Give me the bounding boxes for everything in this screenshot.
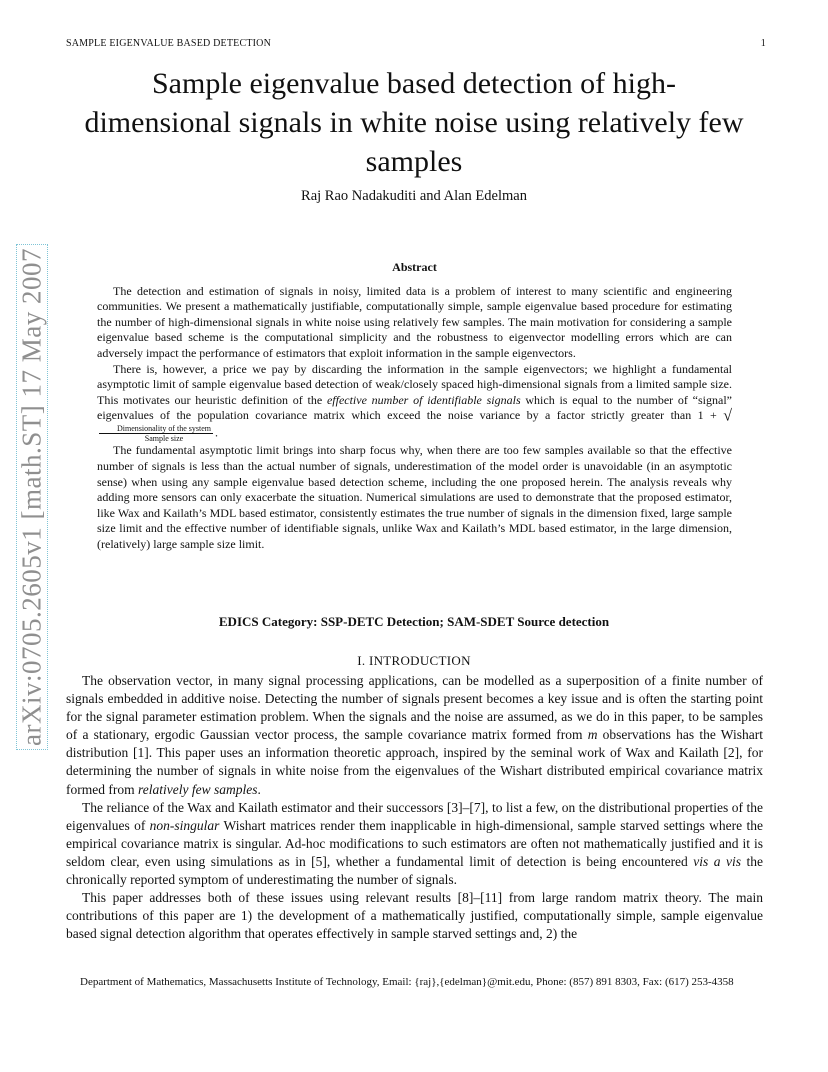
page-number: 1 (760, 38, 766, 49)
affiliation-footnote: Department of Mathematics, Massachusetts Institute of Technology, Email: {raj},{edelman}@mit.edu, Phone: (857) 891 8303, Fax: (617) 253-4358 (80, 976, 734, 988)
abstract (97, 260, 732, 553)
abstract-paragraph-3: The fundamental asymptotic limit brings into sharp focus why, when there are too few samples available so that the effective number of signals is less than the actual number of signals, underestimation of the model order is unavoidable (in an asymptotic sense) when using any sample eigenvalue based detection scheme, including the one proposed herein. The analysis reveals why adding more sensors can only exacerbate the situation. Numerical simulations are used to demonstrate that the proposed estimator, like Wax and Kailath’s MDL based estimator, consistently estimates the true number of signals in the dimension fixed, large sample size limit and the effective number of identifiable signals, unlike Wax and Kailath’s MDL based estimator, in the large dimension, (relatively) large sample size limit. (97, 443, 732, 551)
intro-p2-emphasis-2: vis a vis (693, 853, 742, 869)
running-head (66, 38, 766, 49)
intro-p1-end: . (257, 781, 261, 797)
intro-paragraph-2 (66, 799, 763, 889)
introduction-body (66, 672, 763, 943)
intro-p1-text-a: The observation vector, in many signal processing applications, can be modelled as a superposition of a finite number of signals embedded in additive noise. Detecting the number of signals present becomes a key issue and is often the starting point for the signal parameter estimation problem. When the signals and the noise are assumed, as we do in this paper, to be samples of a stationary, ergodic Gaussian vector process, the sample covariance matrix formed from (66, 673, 763, 743)
fraction-denominator: Sample size (144, 434, 184, 444)
edics-category: EDICS Category: SSP-DETC Detection; SAM-SDET Source detection (218, 614, 610, 629)
running-title: SAMPLE EIGENVALUE BASED DETECTION (66, 38, 272, 49)
section-title: INTRODUCTION (368, 653, 471, 668)
abstract-p2-emphasis: effective number of identifiable signals (326, 392, 521, 407)
fraction (99, 424, 213, 443)
abstract-paragraph-2 (97, 362, 732, 444)
intro-p1-emphasis: relatively few samples (137, 781, 258, 797)
intro-paragraph-1 (66, 672, 763, 799)
abstract-p2-end: . (215, 425, 218, 440)
fraction-numerator: Dimensionality of the system (99, 424, 213, 434)
abstract-p2-text-a: There is, however, a price we pay by discarding the information in the sample eigenvectors; we highlight a fundamental asymptotic limit of sample eigenvalue based detection of weak/closely spaced high-dimensional signals from a limited sample size. This motivates our heuristic definition of the (97, 361, 732, 407)
intro-p2-emphasis-1: non-singular (149, 817, 220, 833)
arxiv-stamp[interactable] (16, 244, 48, 750)
sqrt-symbol: √ (723, 407, 732, 425)
intro-p2-text-a: The reliance of the Wax and Kailath estimator and their successors [3]–[7], to list a few, on the distributional properties of the eigenvalues of (66, 799, 763, 833)
abstract-paragraph-1: The detection and estimation of signals in noisy, limited data is a problem of interest to many scientific and engineering communities. We present a mathematically justifiable, computationally simple, sample eigenvalue based procedure for estimating the number of high-dimensional signals in white noise using relatively few samples. The main motivation for considering a sample eigenvalue based scheme is the computational simplicity and the robustness to eigenvector modelling errors which are can adversely impact the performance of estimators that exploit information in the sample eigenvectors. (97, 283, 732, 360)
abstract-p2-text-b: which is equal to the number of “signal” eigenvalues of the population covariance matrix which exceed the noise variance by a factor strictly greater than 1 + (97, 392, 732, 423)
paper-title: Sample eigenvalue based detection of high-dimensional signals in white noise using relatively few samples (84, 67, 744, 178)
intro-p2-text-c: the chronically reported symptom of underestimating the number of signals. (66, 853, 763, 888)
abstract-heading: Abstract (392, 260, 437, 274)
section-heading (0, 653, 828, 669)
intro-p2-text-b: Wishart matrices render them inapplicable in high-dimensional, sample starved settings where the empirical covariance matrix is singular. Ad-hoc modifications to such estimators are often not mathematically justified and it is seldom clear, even using simulations as in [5], whether a fundamental limit of detection is being encountered (66, 817, 764, 869)
authors: Raj Rao Nadakuditi and Alan Edelman (301, 188, 527, 204)
arxiv-id: arXiv:0705.2605v1 [math.ST] 17 May 2007 (16, 248, 47, 746)
section-number: I. (357, 653, 366, 668)
intro-p1-variable: m (587, 727, 598, 743)
intro-paragraph-3: This paper addresses both of these issues using relevant results [8]–[11] from large random matrix theory. The main contributions of this paper are 1) the development of a mathematically justified, computationally simple, sample eigenvalue based signal detection algorithm that operates effectively in sample starved settings and, 2) the (66, 890, 763, 942)
intro-p1-text-b: observations has the Wishart distribution [1]. This paper uses an information theoretic approach, inspired by the seminal work of Wax and Kailath [2], for determining the number of signals in white noise from the eigenvalues of the Wishart distributed empirical covariance matrix formed from (66, 727, 763, 797)
